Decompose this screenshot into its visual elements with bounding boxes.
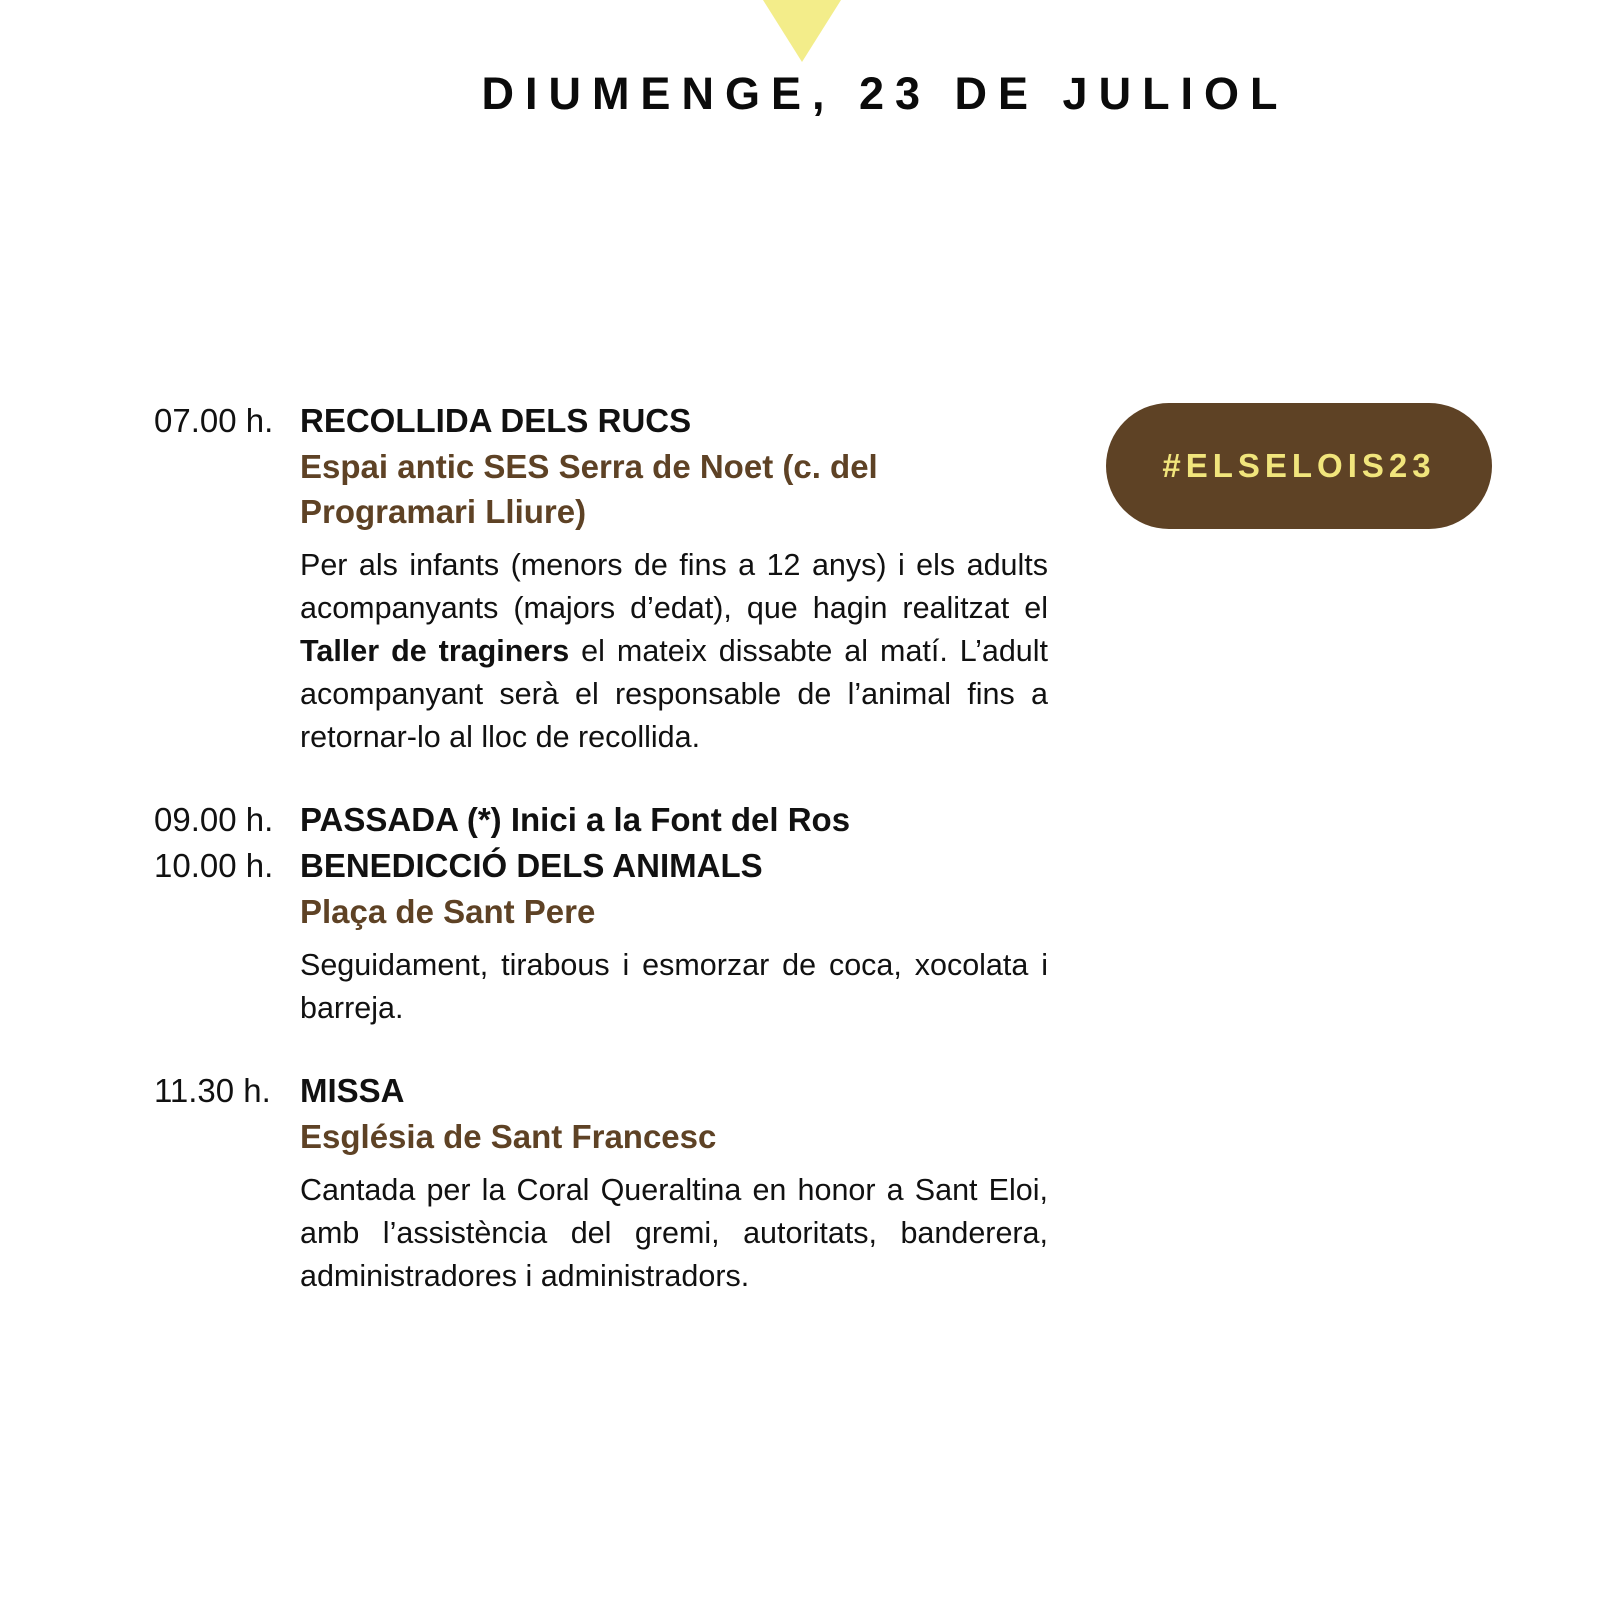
event-missa — [154, 1068, 1054, 1298]
description-text: el mateix dissabte al matí. L’adult acompanyant serà el responsable de l’animal fins a retornar-lo al lloc de recollida. — [300, 634, 1048, 754]
page-title: DIUMENGE, 23 DE JULIOL — [481, 68, 1289, 119]
description-text: Per als infants (menors de fins a 12 anys) i els adults acompanyants (majors d’edat), que hagin realitzat el — [300, 548, 1048, 625]
event-time: 11.30 h. — [154, 1072, 271, 1109]
event-passada — [154, 797, 1054, 843]
decorative-triangle — [763, 0, 841, 62]
event-description: Cantada per la Coral Queraltina en honor a Sant Eloi, amb l’assistència del gremi, autoritats, banderera, administradores i administradors. — [300, 1173, 1048, 1293]
event-recollida — [154, 398, 1054, 759]
event-benediccio — [154, 843, 1054, 1030]
description-highlight: Taller de traginers — [300, 634, 570, 668]
event-title: MISSA — [300, 1072, 405, 1109]
event-time: 10.00 h. — [154, 847, 274, 884]
event-title: PASSADA (*) Inici a la Font del Ros — [300, 801, 851, 838]
hashtag-badge — [1106, 403, 1492, 529]
event-time: 09.00 h. — [154, 801, 274, 838]
event-place: Espai antic SES Serra de Noet (c. del Programari Lliure) — [300, 448, 878, 530]
event-title: RECOLLIDA DELS RUCS — [300, 402, 692, 439]
event-schedule — [154, 398, 1054, 1298]
event-description — [300, 544, 1048, 759]
event-time: 07.00 h. — [154, 402, 274, 439]
event-description: Seguidament, tirabous i esmorzar de coca, xocolata i barreja. — [300, 948, 1048, 1025]
event-place: Plaça de Sant Pere — [300, 893, 596, 930]
hashtag-text: #ELSELOIS23 — [1162, 447, 1436, 484]
event-place: Església de Sant Francesc — [300, 1118, 717, 1155]
event-title: BENEDICCIÓ DELS ANIMALS — [300, 847, 763, 884]
